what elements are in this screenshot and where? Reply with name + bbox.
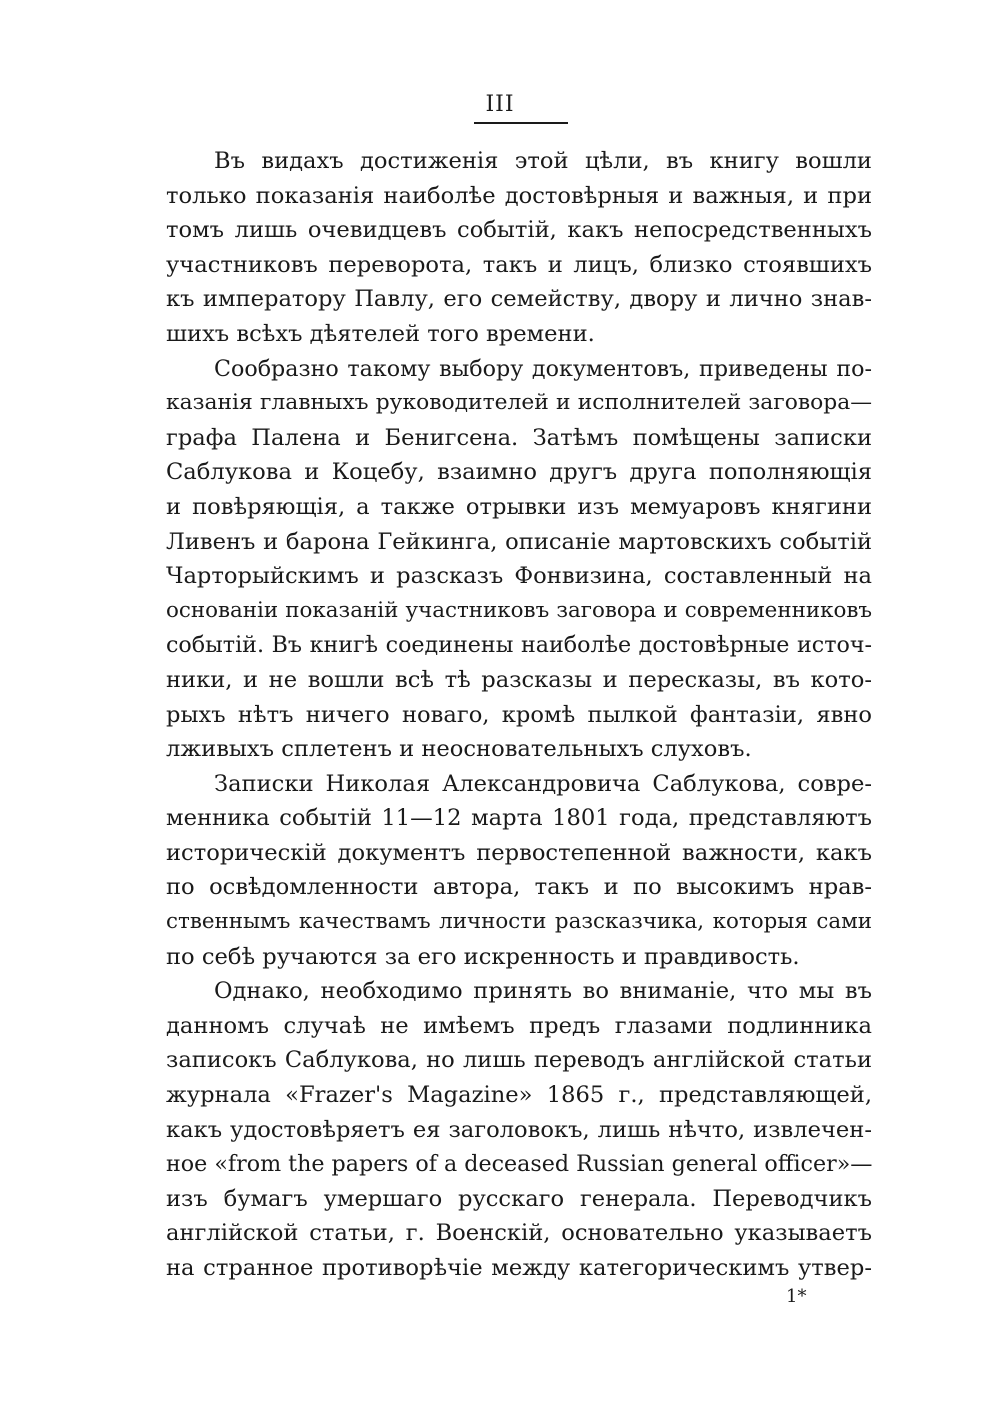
text-line: ное «from the papers of a deceased Russian general officer»— [166,1151,873,1178]
paragraph [166,352,872,767]
text-line: на странное противорѣчіе между категорическимъ утвер- [166,1255,872,1281]
text-line: ственнымъ качествамъ личности разсказчика, которыя сами [166,909,872,935]
text-line: графа Палена и Бенигсена. Затѣмъ помѣщены записки [166,424,872,451]
text-line: событій. Въ книгѣ соединены наиболѣе достовѣрные источ- [166,632,872,659]
text-line: англійской статьи, г. Военскій, основательно указываетъ [166,1220,872,1247]
text-line: только показанія наиболѣе достовѣрныя и важныя, и при [166,182,872,209]
text-line: историческій документъ первостепенной важности, какъ [166,839,872,866]
text-line: участниковъ переворота, такъ и лицъ, близко стоявшихъ [166,251,872,278]
text-line: казанія главныхъ руководителей и исполнителей заговора— [166,390,872,416]
printer-signature-mark: 1* [786,1286,807,1307]
paragraph [166,974,872,1285]
text-line: и повѣряющія, а также отрывки изъ мемуаровъ княгини [166,493,872,520]
text-line: изъ бумагъ умершаго русскаго генерала. Переводчикъ [166,1185,872,1212]
text-line: ники, и не вошли всѣ тѣ разсказы и пересказы, въ кото- [166,666,872,693]
text-line: Записки Николая Александровича Саблукова, совре- [214,770,872,797]
text-line: лживыхъ сплетенъ и неосновательныхъ слуховъ. [166,736,752,763]
text-line: Ливенъ и барона Гейкинга, описаніе мартовскихъ событій [166,528,872,555]
text-line: данномъ случаѣ не имѣемъ предъ глазами подлинника [166,1012,872,1039]
paragraph [166,767,872,975]
page-number: III [485,92,515,117]
text-line: основаніи показаній участниковъ заговора и современниковъ [166,597,872,623]
header-rule [474,122,568,124]
text-line: Въ видахъ достиженія этой цѣли, въ книгу вошли [214,148,872,174]
text-line: рыхъ нѣтъ ничего новаго, кромѣ пылкой фантазіи, явно [166,701,872,728]
text-line: шихъ всѣхъ дѣятелей того времени. [166,320,595,347]
text-line: какъ удостовѣряетъ ея заголовокъ, лишь нѣчто, извлечен- [166,1116,872,1143]
text-line: Однако, необходимо принять во вниманіе, что мы въ [214,978,872,1005]
text-line: Сообразно такому выбору документовъ, приведены по- [214,355,872,382]
text-line: менника событій 11—12 марта 1801 года, представляютъ [166,805,872,832]
text-line: записокъ Саблукова, но лишь переводъ англійской статьи [166,1047,872,1074]
text-line: къ императору Павлу, его семейству, двору и лично знав- [166,286,872,313]
text-line: томъ лишь очевидцевъ событій, какъ непосредственныхъ [166,217,872,244]
body-text [166,144,872,1286]
text-line: по себѣ ручаются за его искренность и правдивость. [166,943,800,970]
text-line: Чарторыйскимъ и разсказъ Фонвизина, составленный на [166,563,872,590]
text-line: журнала «Frazer's Magazine» 1865 г., представляющей, [166,1082,872,1109]
text-line: Саблукова и Коцебу, взаимно другъ друга пополняющія [166,459,872,486]
paragraph [166,144,872,352]
text-line: по освѣдомленности автора, такъ и по высокимъ нрав- [166,874,872,901]
